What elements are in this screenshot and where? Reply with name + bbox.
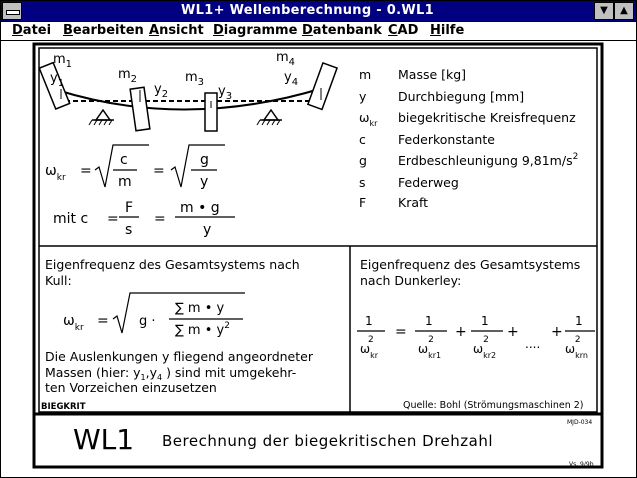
svg-text:ωkr: $\omega_{kr}$ — [45, 163, 66, 183]
svg-text:mit c: mit c — [53, 211, 89, 227]
svg-text:1: 1 — [575, 314, 583, 328]
mass-label-2: $m_2$ — [118, 67, 138, 85]
svg-text:+: + — [455, 324, 467, 340]
menu-datei[interactable]: Datei — [12, 23, 52, 38]
svg-text:ten Vorzeichen einzusetzen: ten Vorzeichen einzusetzen — [45, 380, 217, 395]
svg-text:Massen (hier: y1,y4 ) sind mi: Massen (hier: $y_1,y_4$ ) sind mit umgekehr- — [45, 365, 297, 382]
mass-label-1: $m_1$ — [53, 52, 73, 70]
svg-text:∑ m • y: ∑ m • y — [175, 301, 225, 316]
document-canvas — [5, 42, 632, 474]
svg-text:∑ m • y2: ∑ m • $y^2$ — [175, 321, 230, 338]
svg-text:ωkr: $\omega_{kr}$ — [359, 110, 378, 128]
svg-text:ωkr2: $\omega_{kr}2$ — [360, 335, 378, 360]
deflected-shaft — [57, 88, 323, 110]
mass-label-4: $m_4$ — [276, 50, 296, 68]
bearing-left — [96, 110, 110, 120]
svg-text:ωkr22: $\omega_{kr2}2$ — [473, 335, 497, 360]
menu-diagramme[interactable]: Diagramme — [213, 23, 298, 38]
source-note: Quelle: Bohl (Strömungsmaschinen 2) — [403, 400, 584, 411]
svg-text:F: F — [125, 200, 134, 216]
page-title: Berechnung der biegekritischen Drehzahl — [162, 432, 494, 450]
svg-text:=: = — [97, 313, 109, 329]
system-menu-button[interactable] — [2, 2, 22, 20]
svg-text:ωkrn2: $\omega_{krn}2$ — [565, 335, 588, 360]
dunkerley-section — [357, 257, 595, 411]
svg-text:biegekritische Kreisfrequenz: biegekritische Kreisfrequenz — [398, 110, 576, 125]
bearing-right — [264, 110, 278, 120]
svg-text:=: = — [154, 211, 166, 227]
svg-text:g: g — [200, 152, 209, 168]
system-menu-icon — [6, 10, 20, 15]
svg-text:F: F — [359, 195, 367, 210]
svg-text:s: s — [359, 175, 366, 190]
svg-text:Federweg: Federweg — [398, 175, 459, 190]
svg-text:=: = — [107, 211, 119, 227]
svg-text:Federkonstante: Federkonstante — [398, 132, 495, 147]
svg-text:ωkr: $\omega_{kr}$ — [63, 313, 84, 333]
formula-omega-kr — [45, 145, 225, 190]
deflection-label-4: $y_4$ — [284, 70, 299, 88]
svg-text:g: g — [359, 153, 367, 168]
svg-text:=: = — [153, 163, 165, 179]
svg-text:....: .... — [525, 337, 541, 351]
svg-text:BIEGKRIT: BIEGKRIT — [41, 402, 86, 412]
svg-text:=: = — [395, 324, 407, 340]
svg-text:y: y — [359, 89, 367, 104]
svg-text:c: c — [359, 132, 366, 147]
svg-text:Kull:: Kull: — [45, 273, 72, 288]
menu-ansicht[interactable]: Ansicht — [149, 23, 204, 38]
document-area — [5, 42, 632, 478]
svg-text:m: m — [118, 174, 132, 190]
document-code: MJD-034 — [567, 419, 593, 426]
svg-text:Masse [kg]: Masse [kg] — [398, 67, 467, 82]
svg-text:s: s — [125, 222, 133, 238]
svg-text:g ·: g · — [139, 314, 156, 329]
deflection-label-1: $y_1$ — [50, 71, 65, 89]
svg-text:Eigenfrequenz des Gesamtsystem: Eigenfrequenz des Gesamtsystems — [360, 257, 581, 272]
version-code: Vs. 9/9b — [569, 461, 594, 468]
symbol-legend — [359, 67, 578, 210]
mass-block-3 — [205, 93, 217, 131]
svg-text:m: m — [359, 67, 372, 82]
menu-datenbank[interactable]: Datenbank — [302, 23, 382, 38]
logo-wl1: WL1 — [73, 423, 135, 456]
minimize-button[interactable]: ▼ — [594, 2, 614, 20]
svg-text:Die Auslenkungen y fliegend an: Die Auslenkungen y fliegend angeordneter — [45, 349, 313, 364]
mass-label-3: $m_3$ — [185, 70, 205, 88]
menu-bar — [1, 22, 636, 41]
svg-text:+: + — [507, 324, 519, 340]
svg-text:Eigenfrequenz des Gesamtsystem: Eigenfrequenz des Gesamtsystems nach — [45, 257, 300, 272]
mass-block-4 — [308, 63, 337, 109]
svg-text:ωkr12: $\omega_{kr1}2$ — [418, 335, 442, 360]
svg-text:1: 1 — [365, 314, 373, 328]
window-title: WL1+ Wellenberechnung - 0.WL1 — [181, 3, 434, 18]
deflection-label-2: $y_2$ — [154, 82, 169, 100]
menu-hilfe[interactable]: Hilfe — [430, 23, 465, 38]
svg-text:1: 1 — [481, 314, 489, 328]
svg-text:y: y — [203, 222, 212, 238]
svg-text:1: 1 — [425, 314, 433, 328]
formula-spring-constant — [53, 200, 235, 238]
svg-text:Kraft: Kraft — [398, 195, 429, 210]
menu-cad[interactable]: CAD — [388, 23, 419, 38]
deflection-label-3: $y_3$ — [218, 84, 233, 102]
diagram-labels — [50, 50, 298, 102]
kull-section — [41, 257, 314, 412]
menu-bearbeiten[interactable]: Bearbeiten — [63, 23, 144, 38]
title-bar[interactable] — [1, 1, 636, 22]
svg-text:Durchbiegung [mm]: Durchbiegung [mm] — [398, 89, 525, 104]
svg-text:+: + — [551, 324, 563, 340]
svg-text:Erdbeschleunigung 9,81m/s2: Erdbeschleunigung $9,81m/s^2$ — [398, 152, 579, 168]
maximize-button[interactable]: ▲ — [614, 2, 634, 20]
svg-text:c: c — [120, 152, 128, 168]
svg-text:y: y — [200, 174, 209, 190]
svg-text:m • g: m • g — [180, 200, 220, 216]
footer-banner — [73, 419, 594, 468]
svg-text:nach Dunkerley:: nach Dunkerley: — [360, 273, 462, 288]
svg-text:=: = — [80, 163, 92, 179]
